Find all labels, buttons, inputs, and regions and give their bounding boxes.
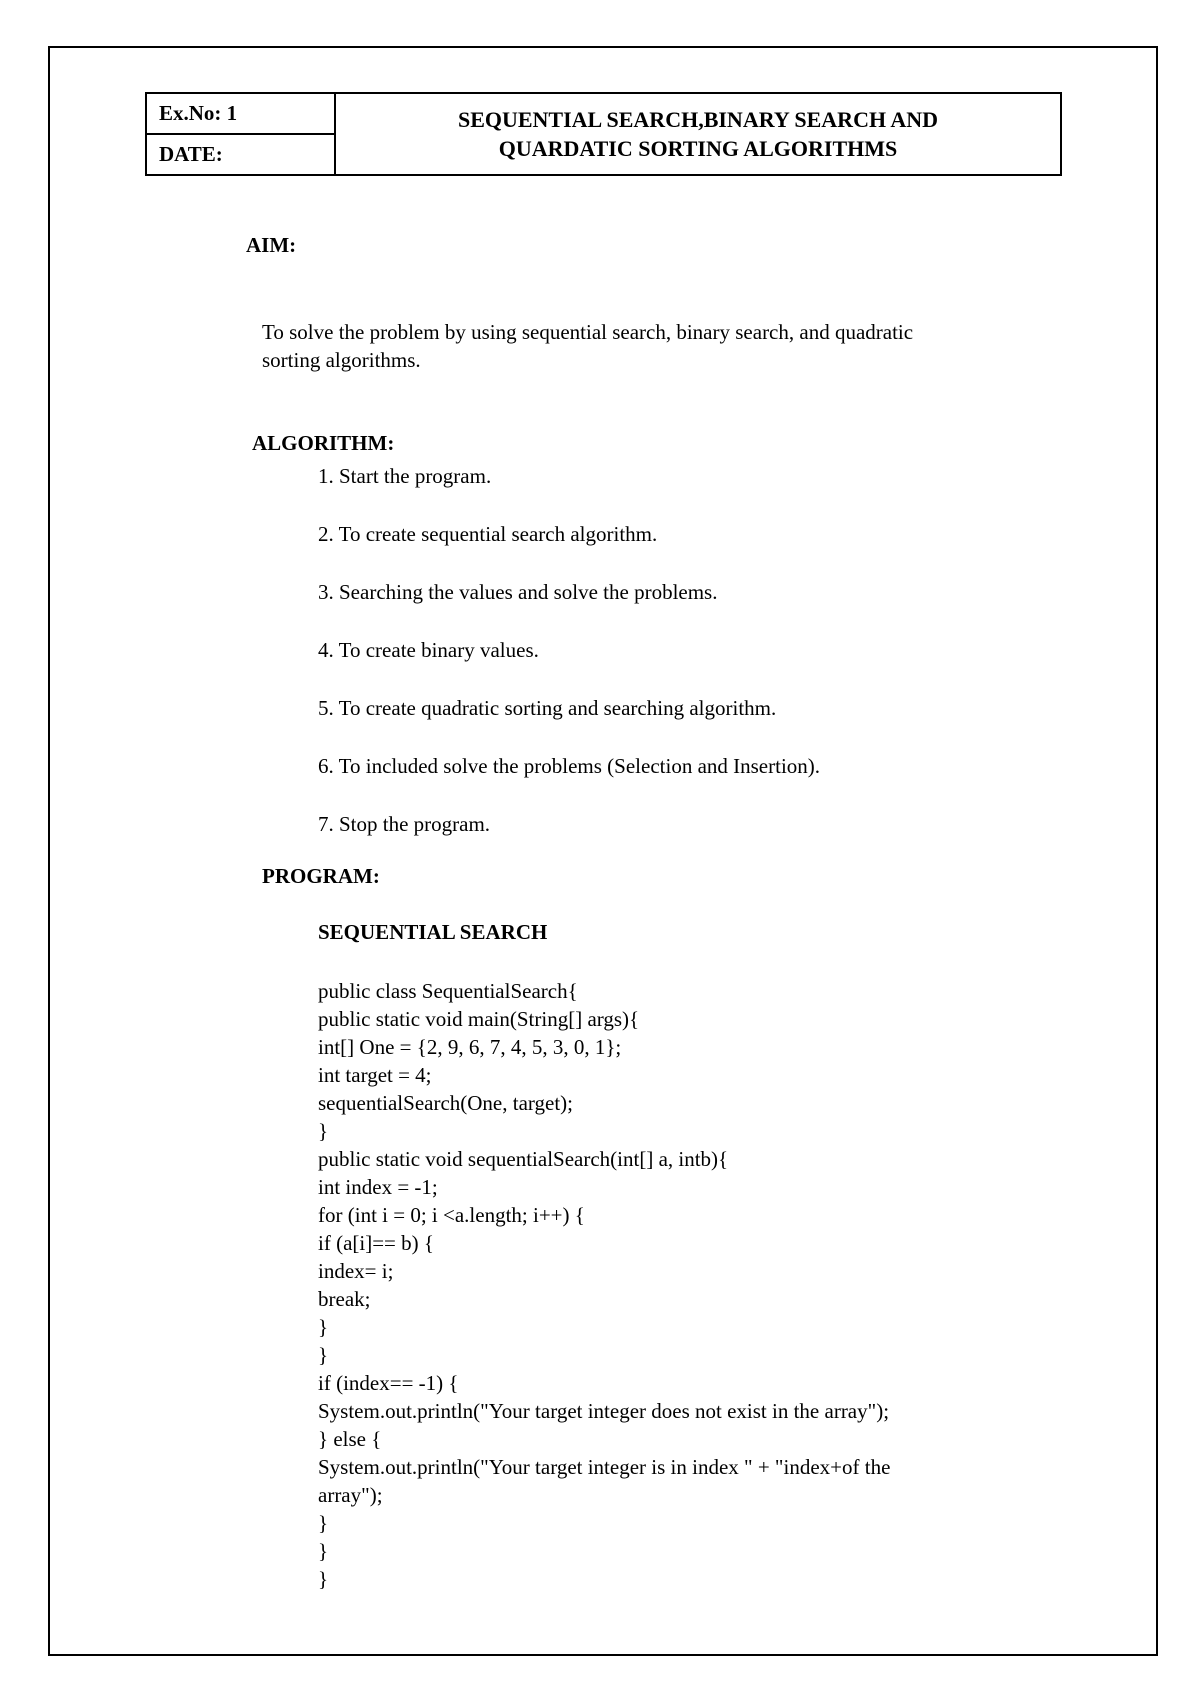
code-line: } else { [318,1427,382,1451]
code-line: } [318,1511,329,1535]
program-heading: PROGRAM: [262,864,380,888]
aim-heading: AIM: [246,233,297,257]
code-line: } [318,1567,329,1591]
algorithm-step: 1. Start the program. [318,464,492,488]
code-line: if (a[i]== b) { [318,1231,434,1255]
code-line: break; [318,1287,371,1311]
program-subheading: SEQUENTIAL SEARCH [318,920,548,944]
document-title [336,94,1060,174]
code-line: } [318,1119,329,1143]
algorithm-step: 3. Searching the values and solve the problems. [318,580,718,604]
code-line: sequentialSearch(One, target); [318,1091,574,1115]
code-line: public static void main(String[] args){ [318,1007,640,1031]
algorithm-step: 6. To included solve the problems (Selection and Insertion). [318,754,821,778]
code-line: } [318,1343,329,1367]
algorithm-step: 4. To create binary values. [318,638,539,662]
aim-text [262,318,913,374]
exno-label: Ex.No: 1 [159,101,238,125]
code-line: System.out.println("Your target integer does not exist in the array"); [318,1399,890,1423]
code-line: public class SequentialSearch{ [318,979,578,1003]
code-line: array"); [318,1483,383,1507]
code-line: int index = -1; [318,1175,438,1199]
algorithm-step: 7. Stop the program. [318,812,491,836]
algorithm-step: 2. To create sequential search algorithm. [318,522,658,546]
code-line: if (index== -1) { [318,1371,459,1395]
aim-text-line-2: sorting algorithms. [262,348,421,372]
header-left-column [147,94,336,174]
aim-text-line-1: To solve the problem by using sequential search, binary search, and quadratic [262,320,914,344]
header-table [145,92,1062,176]
date-label: DATE: [147,133,334,174]
code-line: for (int i = 0; i <a.length; i++) { [318,1203,585,1227]
code-line: int target = 4; [318,1063,432,1087]
code-block [318,977,1038,1593]
algorithm-step: 5. To create quadratic sorting and searching algorithm. [318,696,777,720]
algorithm-heading: ALGORITHM: [252,431,395,455]
title-line-1: SEQUENTIAL SEARCH,BINARY SEARCH AND [457,107,939,132]
code-line: public static void sequentialSearch(int[] a, intb){ [318,1147,729,1171]
title-line-2: QUARDATIC SORTING ALGORITHMS [498,136,898,161]
algorithm-steps [318,462,820,868]
code-line: index= i; [318,1259,394,1283]
code-line: } [318,1315,329,1339]
code-line: System.out.println("Your target integer is in index " + "index+of the [318,1455,891,1479]
code-line: int[] One = {2, 9, 6, 7, 4, 5, 3, 0, 1}; [318,1035,622,1059]
code-line: } [318,1539,329,1563]
